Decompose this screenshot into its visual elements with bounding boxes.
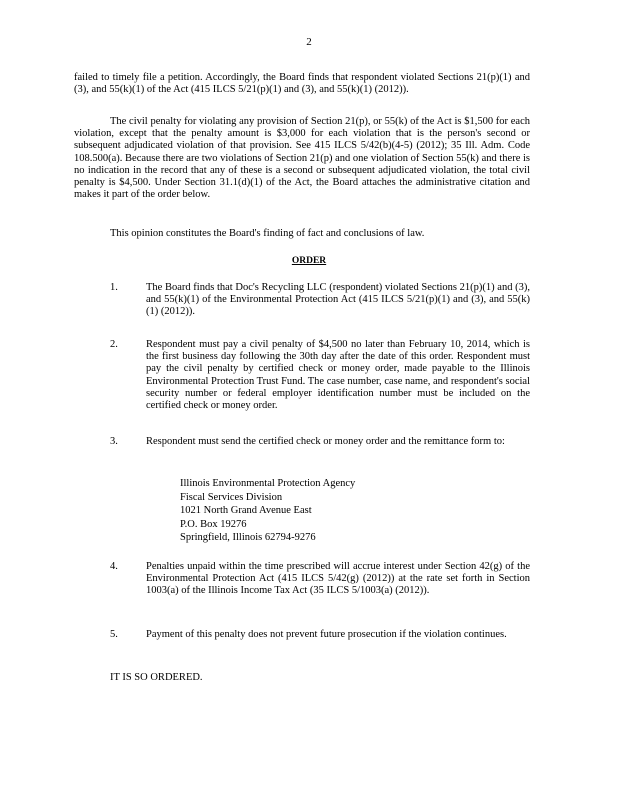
order-item-number: 2. — [110, 339, 118, 350]
address-line-street: 1021 North Grand Avenue East — [180, 505, 312, 516]
order-item-text: Penalties unpaid within the time prescribed will accrue interest under Section 42(g) of the Environmental Protection Act (415 ILCS 5/42(g) (2012)) at the rate set forth in Section 1003(a) of the Illinois Income Tax Act (35 ILCS 5/1003(a) (2012)). — [146, 561, 530, 597]
order-item-number: 3. — [110, 436, 118, 447]
order-item-number: 5. — [110, 629, 118, 640]
paragraph-civil-penalty: The civil penalty for violating any provision of Section 21(p), or 55(k) of the Act is $1,500 for each violation, except that the penalty amount is $3,000 for each violation that is the person's second or subsequent adjudicated violation of that provision. See 415 ILCS 5/42(b)(4-5) (2012); 35 Ill. Adm. Code 108.500(a). Because there are two violations of Section 21(p) and one violation of Section 55(k) and there is no indication in the record that any of these is a second or subsequent adjudicated violation, the total civil penalty is $4,500. Under Section 31.1(d)(1) of the Act, the Board attaches the administrative citation and makes it part of the order below. — [74, 116, 530, 201]
order-item-text: Payment of this penalty does not prevent future prosecution if the violation continues. — [146, 629, 507, 640]
address-line-city: Springfield, Illinois 62794-9276 — [180, 532, 316, 543]
address-line-agency: Illinois Environmental Protection Agency — [180, 478, 356, 489]
paragraph-finding: failed to timely file a petition. Accordingly, the Board finds that respondent violated Sections 21(p)(1) and (3), and 55(k)(1) of the Act (415 ILCS 5/21(p)(1) and (3), and 55(k)(1) (2012)). — [74, 72, 530, 96]
order-heading: ORDER — [291, 256, 327, 266]
order-item-text: Respondent must send the certified check or money order and the remittance form to: — [146, 436, 505, 447]
order-item-number: 1. — [110, 282, 118, 293]
address-line-division: Fiscal Services Division — [180, 491, 283, 503]
paragraph-opinion: This opinion constitutes the Board's finding of fact and conclusions of law. — [110, 228, 425, 239]
closing-statement: IT IS SO ORDERED. — [110, 672, 203, 683]
address-line-po-box: P.O. Box 19276 — [180, 518, 247, 530]
order-item-text: The Board finds that Doc's Recycling LLC (respondent) violated Sections 21(p)(1) and (3), and 55(k)(1) of the Environmental Protection Act (415 ILCS 5/21(p)(1) and (3), and 55(k)(1) (2012)). — [146, 282, 530, 318]
remittance-address — [180, 478, 480, 546]
page-number: 2 — [306, 36, 312, 48]
order-item-text: Respondent must pay a civil penalty of $4,500 no later than February 10, 2014, which is the first business day following the 30th day after the date of this order. Respondent must pay the civil penalty by certified check or money order, made payable to the Illinois Environmental Protection Trust Fund. The case number, case name, and respondent's social security number or federal employer identification number must be included on the certified check or money order. — [146, 339, 530, 412]
order-item-number: 4. — [110, 561, 118, 572]
